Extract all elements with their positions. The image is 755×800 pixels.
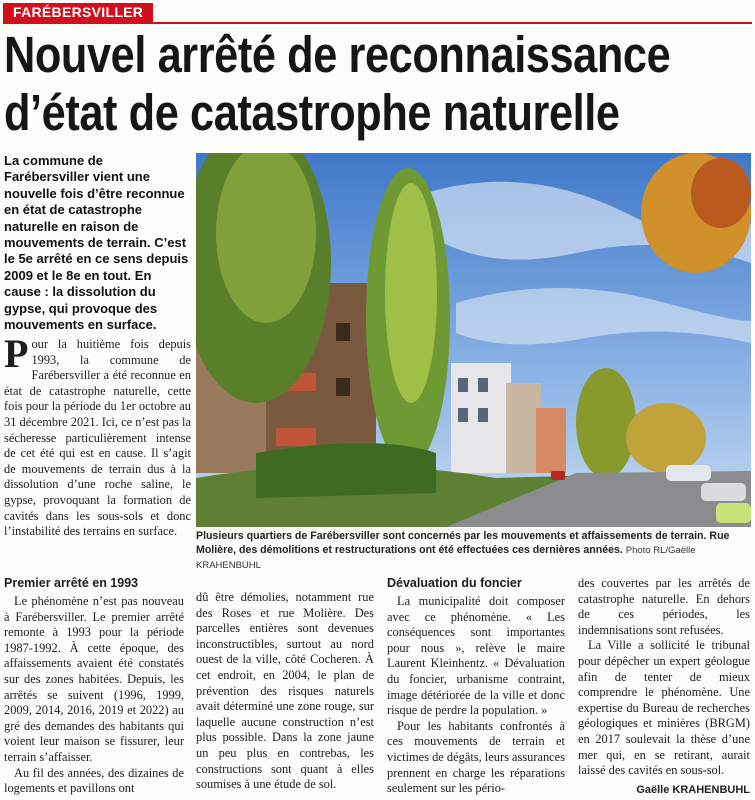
kicker-rule bbox=[3, 22, 752, 24]
column-3-paragraph-1: La municipalité doit composer avec ce phénomène. « Les conséquences sont importantes pour nous », relève le maire Laurent Kleinhentz. « Dévaluation du foncier, urbanisme contraint, image détériorée de la ville et donc risque de perdre la population. » bbox=[387, 594, 565, 718]
photo-credit: Photo RL/Gaëlle KRAHENBUHL bbox=[196, 545, 696, 571]
headline bbox=[4, 26, 671, 142]
photo-caption bbox=[196, 529, 751, 573]
column-1-paragraph-2: Au fil des années, des dizaines de logements et pavillons ont bbox=[4, 765, 184, 796]
subheading-devaluation: Dévaluation du foncier bbox=[387, 576, 522, 590]
headline-line-2: d’état de catastrophe naturelle bbox=[4, 84, 620, 141]
column-4-paragraph-1: des couvertes par les arrêtés de catastrophe naturelle. En dehors de ces périodes, les indemnisations sont refusées. bbox=[578, 576, 750, 637]
caption-text: Plusieurs quartiers de Farébersviller sont concernés par les mouvements et affaissements de terrain. Rue Molière, des démolitions et restructurations ont été effectuées ces dernières années. bbox=[196, 530, 730, 556]
subheading-premier-arrete: Premier arrêté en 1993 bbox=[4, 576, 139, 590]
column-2 bbox=[196, 590, 374, 793]
article-photo bbox=[196, 153, 751, 527]
intro-paragraph bbox=[4, 331, 191, 540]
drop-cap: P bbox=[4, 331, 29, 376]
lead-paragraph: La commune de Farébersviller vient une nouvelle fois d’être reconnue en état de catastrophe naturelle en raison de mouvements de terrain. C’est le 5e arrêté en ce sens depuis 2009 et le 8e en tout. En cause : la dissolution du gypse, qui provoque des mouvements en surface. bbox=[4, 153, 189, 333]
column-4-paragraph-2: La Ville a sollicité le tribunal pour dépêcher un expert géologue afin de tenter de mieux comprendre le phénomène. Une expertise du Bureau de recherches géologiques et minières (BRGM) en 2017 soulevait la thèse d’une mer qui, en se retirant, aurait laissé des cavités en sous-sol. bbox=[578, 638, 750, 778]
intro-column bbox=[4, 331, 191, 540]
author-signature: Gaëlle KRAHENBUHL bbox=[636, 784, 750, 796]
column-1-paragraph-1: Le phénomène n’est pas nouveau à Farébersviller. Le premier arrêté remonte à 1993 pour la période 1987-1992. À cette époque, des affaissements avaient été constatés sur des zones habitées. Depuis, les arrêtés se suivent (1996, 1999, 2009, 2014, 2016, 2019 et 2022) au gré des demandes des habitants qui voient leur maison se fissurer, leur terrain s’affaisser. bbox=[4, 594, 184, 764]
column-3 bbox=[387, 576, 565, 797]
column-1 bbox=[4, 576, 184, 797]
column-2-paragraph-1: dû être démolies, notamment rue des Roses et rue Molière. Des parcelles entières sont devenues inconstructibles, surtout au nord ouest de la ville, côté Cocheren. À cet endroit, en 2004, le plan de prévention des risques naturels avait déterminé une zone rouge, sur laquelle aucune construction n’est plus possible. Dans la zone jaune un peu plus en contrebas, les constructions sont quant à elles soumises à une étude de sol. bbox=[196, 590, 374, 792]
street-scene-image bbox=[196, 153, 751, 527]
column-3-paragraph-2: Pour les habitants confrontés à ces mouvements de terrain et victimes de dégâts, leurs assurances prennent en charge les réparations seulement sur les pério- bbox=[387, 718, 565, 796]
column-4 bbox=[578, 576, 750, 779]
section-kicker: FARÉBERSVILLER bbox=[3, 3, 153, 22]
intro-text: our la huitième fois depuis 1993, la commune de Farébersviller a été reconnue en état de catastrophe naturelle, cette fois pour la période du 1er octobre au 31 décembre 2021. Ici, ce n’est pas la sécheresse particulièrement intense de cet été qui est en cause. Il s’agit de mouvements de terrain dus à la dissolution d’une roche saline, le gypse, provoquant la formation de cavités dans les sous-sols et donc l’instabilité des terrains en surface. bbox=[4, 337, 191, 539]
headline-line-1: Nouvel arrêté de reconnaissance bbox=[4, 26, 671, 83]
